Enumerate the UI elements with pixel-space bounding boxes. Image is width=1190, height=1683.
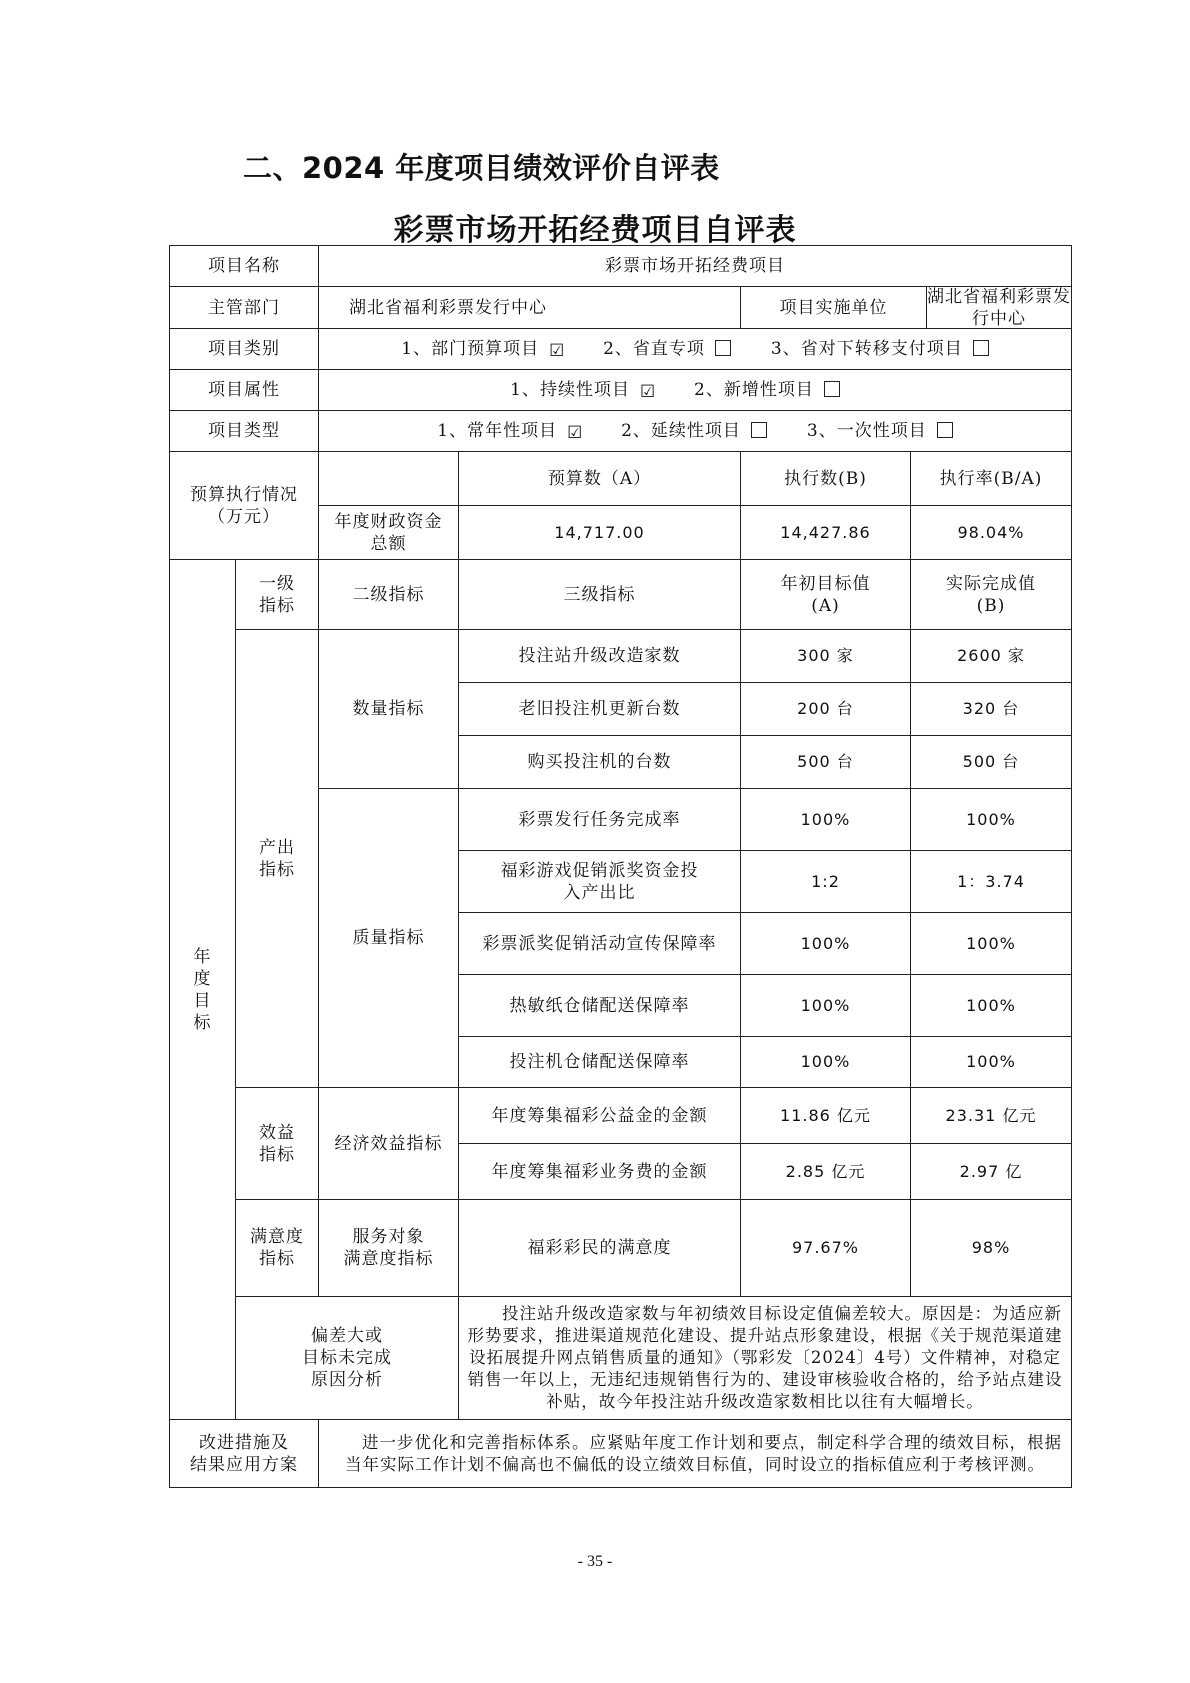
unchecked-checkbox-icon (973, 340, 989, 356)
category-option-3: 3、省对下转移支付项目 (771, 338, 989, 360)
header-level1: 一级指标 (236, 560, 319, 630)
unchecked-checkbox-icon (751, 422, 767, 438)
indicator-actual: 100% (911, 913, 1072, 975)
indicator-target: 100% (741, 789, 911, 851)
indicator-name: 彩票发行任务完成率 (459, 789, 741, 851)
indicator-name: 彩票派奖促销活动宣传保障率 (459, 913, 741, 975)
indicator-name: 老旧投注机更新台数 (459, 683, 741, 736)
category-label: 项目类别 (170, 329, 319, 370)
header-level3: 三级指标 (459, 560, 741, 630)
budget-col-b: 执行数(B) (741, 452, 911, 506)
budget-a-value: 14,717.00 (459, 506, 741, 560)
impl-value: 湖北省福利彩票发行中心 (927, 286, 1071, 329)
indicator-target: 100% (741, 913, 911, 975)
indicator-target: 500 台 (741, 736, 911, 789)
impl-label: 项目实施单位 (741, 287, 927, 328)
table-row (170, 1200, 1072, 1297)
indicator-actual: 100% (911, 789, 1072, 851)
row-deviation (170, 1297, 1072, 1420)
service-satisfaction-label: 服务对象 满意度指标 (319, 1200, 459, 1297)
row-attribute (170, 370, 1072, 411)
annual-goals-label: 年度目标 (170, 560, 236, 1420)
row-type (170, 411, 1072, 452)
indicator-actual: 2.97 亿 (911, 1144, 1072, 1200)
impl-cell (741, 287, 1072, 329)
indicator-actual: 98% (911, 1200, 1072, 1297)
indicator-actual: 500 台 (911, 736, 1072, 789)
budget-col-rate: 执行率(B/A) (911, 452, 1072, 506)
indicator-actual: 320 台 (911, 683, 1072, 736)
checked-checkbox-icon: ☑ (640, 382, 657, 402)
output-indicator-label: 产出指标 (236, 630, 319, 1088)
row-improvement (170, 1420, 1072, 1488)
budget-blank-cell (319, 452, 459, 506)
table-title: 彩票市场开拓经费项目自评表 (393, 213, 797, 248)
header-level2: 二级指标 (319, 560, 459, 630)
indicator-target: 1:2 (741, 851, 911, 913)
indicator-name: 福彩彩民的满意度 (459, 1200, 741, 1297)
project-name-value: 彩票市场开拓经费项目 (319, 246, 1072, 287)
project-name-label: 项目名称 (170, 246, 319, 287)
indicator-actual: 1：3.74 (911, 851, 1072, 913)
benefit-indicator-label: 效益指标 (236, 1088, 319, 1200)
indicator-target: 100% (741, 975, 911, 1037)
table-row (170, 1088, 1072, 1144)
indicator-target: 100% (741, 1037, 911, 1088)
econ-benefit-label: 经济效益指标 (319, 1088, 459, 1200)
dept-value (319, 287, 741, 329)
row-department (170, 287, 1072, 329)
dept-name: 湖北省福利彩票发行中心 (349, 297, 547, 318)
checked-checkbox-icon: ☑ (567, 423, 584, 443)
header-target: 年初目标值 (A) (741, 560, 911, 630)
budget-row-label: 年度财政资金 总额 (319, 506, 459, 560)
deviation-label: 偏差大或 目标未完成 原因分析 (236, 1297, 459, 1420)
indicator-target: 11.86 亿元 (741, 1088, 911, 1144)
indicator-name: 年度筹集福彩业务费的金额 (459, 1144, 741, 1200)
budget-col-a: 预算数（A） (459, 452, 741, 506)
indicator-actual: 2600 家 (911, 630, 1072, 683)
unchecked-checkbox-icon (715, 340, 731, 356)
row-project-name (170, 246, 1072, 287)
row-goals-header (170, 560, 1072, 630)
header-actual: 实际完成值 (B) (911, 560, 1072, 630)
type-label: 项目类型 (170, 411, 319, 452)
improvement-label: 改进措施及 结果应用方案 (170, 1420, 319, 1488)
attribute-option-2: 2、新增性项目 (694, 379, 840, 401)
page-number: - 35 - (577, 1553, 613, 1570)
attribute-label: 项目属性 (170, 370, 319, 411)
category-option-2: 2、省直专项 (603, 338, 731, 360)
row-budget-header (170, 452, 1072, 506)
attribute-option-1: 1、持续性项目 ☑ (510, 380, 657, 402)
indicator-name: 购买投注机的台数 (459, 736, 741, 789)
quality-indicator-label: 质量指标 (319, 789, 459, 1088)
section-heading: 二、2024 年度项目绩效评价自评表 (243, 151, 720, 185)
satisfaction-indicator-label: 满意度指标 (236, 1200, 319, 1297)
unchecked-checkbox-icon (937, 422, 953, 438)
type-option-1: 1、常年性项目 ☑ (437, 421, 584, 443)
indicator-name: 投注机仓储配送保障率 (459, 1037, 741, 1088)
improvement-text: 进一步优化和完善指标体系。应紧贴年度工作计划和要点，制定科学合理的绩效目标，根据当年实际工作计划不偏高也不偏低的设立绩效目标值，同时设立的指标值应利于考核评测。 (319, 1420, 1072, 1488)
table-row (170, 630, 1072, 683)
quantity-indicator-label: 数量指标 (319, 630, 459, 789)
attribute-options (319, 370, 1072, 411)
category-options (319, 329, 1072, 370)
rate-value: 98.04% (911, 506, 1072, 560)
indicator-target: 300 家 (741, 630, 911, 683)
budget-label: 预算执行情况 （万元） (170, 452, 319, 560)
checked-checkbox-icon: ☑ (549, 341, 566, 361)
row-category (170, 329, 1072, 370)
type-options (319, 411, 1072, 452)
category-option-1: 1、部门预算项目 ☑ (401, 339, 566, 361)
indicator-name: 投注站升级改造家数 (459, 630, 741, 683)
exec-b-value: 14,427.86 (741, 506, 911, 560)
indicator-actual: 100% (911, 975, 1072, 1037)
type-option-2: 2、延续性项目 (621, 420, 767, 442)
indicator-actual: 23.31 亿元 (911, 1088, 1072, 1144)
indicator-target: 97.67% (741, 1200, 911, 1297)
indicator-target: 2.85 亿元 (741, 1144, 911, 1200)
deviation-text: 投注站升级改造家数与年初绩效目标设定值偏差较大。原因是：为适应新形势要求，推进渠道规范化建设、提升站点形象建设，根据《关于规范渠道建设拓展提升网点销售质量的通知》（鄂彩发〔2024〕4号）文件精神，对稳定销售一年以上，无违纪违规销售行为的、建设审核验收合格的，给予站点建设补贴，故今年投注站升级改造家数相比以往有大幅增长。 (459, 1297, 1072, 1420)
type-option-3: 3、一次性项目 (807, 420, 953, 442)
unchecked-checkbox-icon (824, 381, 840, 397)
evaluation-table (169, 245, 1072, 1488)
indicator-name: 福彩游戏促销派奖资金投入产出比 (459, 851, 741, 913)
indicator-actual: 100% (911, 1037, 1072, 1088)
indicator-name: 热敏纸仓储配送保障率 (459, 975, 741, 1037)
indicator-target: 200 台 (741, 683, 911, 736)
dept-label: 主管部门 (170, 287, 319, 329)
indicator-name: 年度筹集福彩公益金的金额 (459, 1088, 741, 1144)
